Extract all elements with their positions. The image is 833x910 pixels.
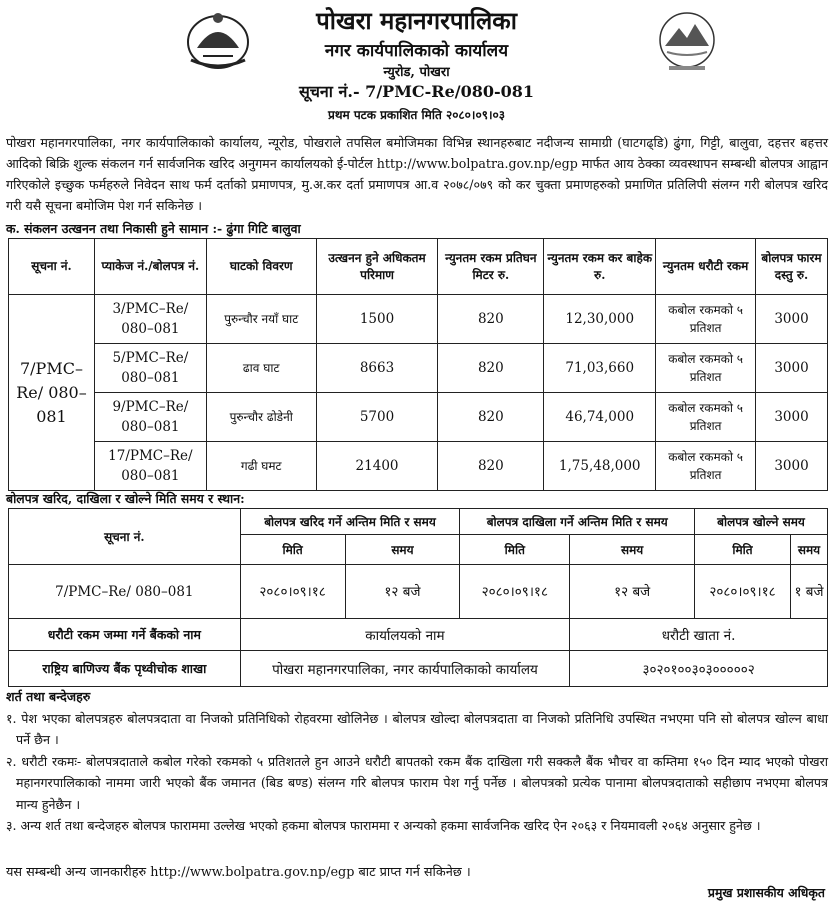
fee-cell: 3000 — [756, 295, 828, 344]
qty-cell: 5700 — [316, 393, 438, 442]
publish-date: प्रथम पटक प्रकाशित मिति २०८०।०९।०३ — [328, 108, 505, 122]
term-item: २. धरौटी रकमः- बोलपत्रदाताले कबोल गरेको रकमको ५ प्रतिशतले हुन आउने धरौटी बापतको रकम बैंक दाखिला गरी सक्कलै बैंक भौचर वा कम्तिमा १५० दिन म्याद भएको पोखरा महानगरपालिकाको नाममा जारी भएको बैंक जमानत (बिड बण्ड) संलग्न गरि बोलपत्र फाराम पेश गर्नु पर्नेछ । बोलपत्रको प्रत्येक पानामा बोलपत्रदाताको सहीछाप नभएमा बोलपत्र मान्य हुनेछैन । — [6, 753, 828, 812]
ghat-cell: ढाव घाट — [206, 344, 316, 393]
table-row — [9, 295, 828, 344]
package-cell: 3/PMC–Re/ 080–081 — [94, 295, 206, 344]
buy-header: बोलपत्र खरिद गर्ने अन्तिम मिति र समय — [240, 509, 460, 535]
rate-cell: 820 — [438, 442, 544, 491]
ghat-cell: पुरुन्चौर ढोडेनी — [206, 393, 316, 442]
col-header: बोलपत्र फारम दस्तु रु. — [756, 239, 828, 295]
account-number-cell: ३०२०१००३०३०००००२ — [570, 651, 828, 687]
term-item: १. पेश भएका बोलपत्रहरु बोलपत्रदाता वा निजको प्रतिनिधिको रोहवरमा खोलिनेछ । बोलपत्र खोल्दा बोलपत्रदाता वा निजको प्रतिनिधि उपस्थित नभएमा पनि सो बोलपत्र खोल्न बाधा पर्ने छैन । — [6, 710, 828, 747]
intro-paragraph: पोखरा महानगरपालिका, नगर कार्यपालिकाको कार्यालय, न्यूरोड, पोखराले तपसिल बमोजिमका विभिन्न स्थानहरुबाट नदीजन्य सामाग्री (घाटगढ्डि) ढुंगा, गिट्टी, बालुवा, दहत्तर बहत्तर आदिको बिक्रि शुल्क संकलन गर्न सार्वजनिक खरिद अनुगमन कार्यालयको ई-पोर्टल http://www.bolpatra.gov.np/egp मार्फत आय ठेक्का व्यवस्थापन सम्बन्धी बोलपत्र आह्वान गरिएकोले इच्छुक फर्महरुले निवेदन साथ फर्म दर्ताको प्रमाणपत्र, मु.अ.कर दर्ता प्रमाणपत्र आ.व २०७८/०७९ को कर चुक्ता प्रमाणहरुको प्रमाणित प्रतिलिपी संलग्न गरी बोलपत्र खरिद गरी यसै सूचना बमोजिम पेश गर्न सकिनेछ । — [6, 135, 828, 213]
office-label-cell: कार्यालयको नाम — [240, 619, 570, 651]
terms-section — [6, 686, 828, 837]
open-time-cell: १ बजे — [790, 565, 827, 619]
package-cell: 17/PMC–Re/ 080–081 — [94, 442, 206, 491]
qty-cell: 21400 — [316, 442, 438, 491]
table-row — [9, 619, 828, 651]
rate-cell: 820 — [438, 393, 544, 442]
rate-cell: 820 — [438, 295, 544, 344]
amount-cell: 12,30,000 — [544, 295, 656, 344]
section-a-heading: क. संकलन उत्खनन तथा निकासी हुने सामान :- ढुंगा गिटि बालुवा — [6, 221, 301, 236]
buy-time-cell: १२ बजे — [345, 565, 460, 619]
package-table — [8, 238, 828, 491]
col-header: न्युनतम रकम कर बाहेक रु. — [544, 239, 656, 295]
date-header: मिति — [240, 535, 345, 565]
office-name: नगर कार्यपालिकाको कार्यालय — [324, 41, 509, 61]
ghat-cell: गढी घमट — [206, 442, 316, 491]
col-header: घाटको विवरण — [206, 239, 316, 295]
deposit-cell: कबोल रकमको ५ प्रतिशत — [656, 344, 756, 393]
bank-name-cell: राष्ट्रिय बाणिज्य बैंक पृथ्वीचोक शाखा — [9, 651, 241, 687]
amount-cell: 71,03,660 — [544, 344, 656, 393]
office-name-cell: पोखरा महानगरपालिका, नगर कार्यपालिकाको कार्यालय — [240, 651, 570, 687]
time-header: समय — [570, 535, 695, 565]
time-header: समय — [345, 535, 460, 565]
submit-time-cell: १२ बजे — [570, 565, 695, 619]
table-row — [9, 344, 828, 393]
terms-heading: शर्त तथा बन्देजहरु — [6, 689, 91, 704]
dates-table — [8, 508, 828, 687]
col-header: न्युनतम धरौटी रकम — [656, 239, 756, 295]
amount-cell: 1,75,48,000 — [544, 442, 656, 491]
fee-cell: 3000 — [756, 344, 828, 393]
more-info: यस सम्बन्धी अन्य जानकारीहरु http://www.bolpatra.gov.np/egp बाट प्राप्त गर्न सकिनेछ । — [6, 865, 471, 880]
table-row — [9, 442, 828, 491]
amount-cell: 46,74,000 — [544, 393, 656, 442]
col-header: सूचना नं. — [9, 239, 95, 295]
submit-date-cell: २०८०।०९।१८ — [460, 565, 570, 619]
col-header: उत्खनन हुने अधिकतम परिमाण — [316, 239, 438, 295]
ghat-cell: पुरुन्चौर नयाँ घाट — [206, 295, 316, 344]
table-row — [9, 565, 828, 619]
deposit-cell: कबोल रकमको ५ प्रतिशत — [656, 295, 756, 344]
date-header: मिति — [695, 535, 791, 565]
date-header: मिति — [460, 535, 570, 565]
deposit-cell: कबोल रकमको ५ प्रतिशत — [656, 442, 756, 491]
signature: प्रमुख प्रशासकीय अधिकृत — [707, 885, 825, 900]
package-cell: 9/PMC–Re/ 080–081 — [94, 393, 206, 442]
notice-header: सूचना नं. — [9, 509, 241, 565]
open-date-cell: २०८०।०९।१८ — [695, 565, 791, 619]
term-item: ३. अन्य शर्त तथा बन्देजहरु बोलपत्र फाराममा उल्लेख भएको हकमा बोलपत्र फाराममा र अन्यको हकमा सार्वजनिक खरिद ऐन २०६३ र नियमावली २०६४ अनुसार हुनेछ । — [6, 818, 761, 833]
rate-cell: 820 — [438, 344, 544, 393]
table-row — [9, 651, 828, 687]
municipality-title: पोखरा महानगरपालिका — [316, 6, 517, 35]
qty-cell: 8663 — [316, 344, 438, 393]
office-address: न्युरोड, पोखरा — [383, 65, 450, 80]
notice-number-cell: 7/PMC–Re/ 080–081 — [9, 295, 95, 491]
fee-cell: 3000 — [756, 393, 828, 442]
table-header-row — [9, 239, 828, 295]
package-cell: 5/PMC–Re/ 080–081 — [94, 344, 206, 393]
section-b-heading: बोलपत्र खरिद, दाखिला र खोल्ने मिति समय र स्थान: — [6, 491, 245, 506]
open-header: बोलपत्र खोल्ने समय — [695, 509, 828, 535]
fee-cell: 3000 — [756, 442, 828, 491]
notice-header — [0, 0, 833, 130]
qty-cell: 1500 — [316, 295, 438, 344]
bank-label-cell: धरौटी रकम जम्मा गर्ने बैंकको नाम — [9, 619, 241, 651]
notice-number: सूचना नं.- 7/PMC-Re/080-081 — [298, 82, 535, 101]
col-header: न्युनतम रकम प्रतिघन मिटर रु. — [438, 239, 544, 295]
table-row — [9, 393, 828, 442]
deposit-cell: कबोल रकमको ५ प्रतिशत — [656, 393, 756, 442]
time-header: समय — [790, 535, 827, 565]
buy-date-cell: २०८०।०९।१८ — [240, 565, 345, 619]
col-header: प्याकेज नं./बोलपत्र नं. — [94, 239, 206, 295]
notice-number-cell: 7/PMC–Re/ 080–081 — [9, 565, 241, 619]
dates-header-row — [9, 509, 828, 535]
account-label-cell: धरौटी खाता नं. — [570, 619, 828, 651]
submit-header: बोलपत्र दाखिला गर्ने अन्तिम मिति र समय — [460, 509, 695, 535]
